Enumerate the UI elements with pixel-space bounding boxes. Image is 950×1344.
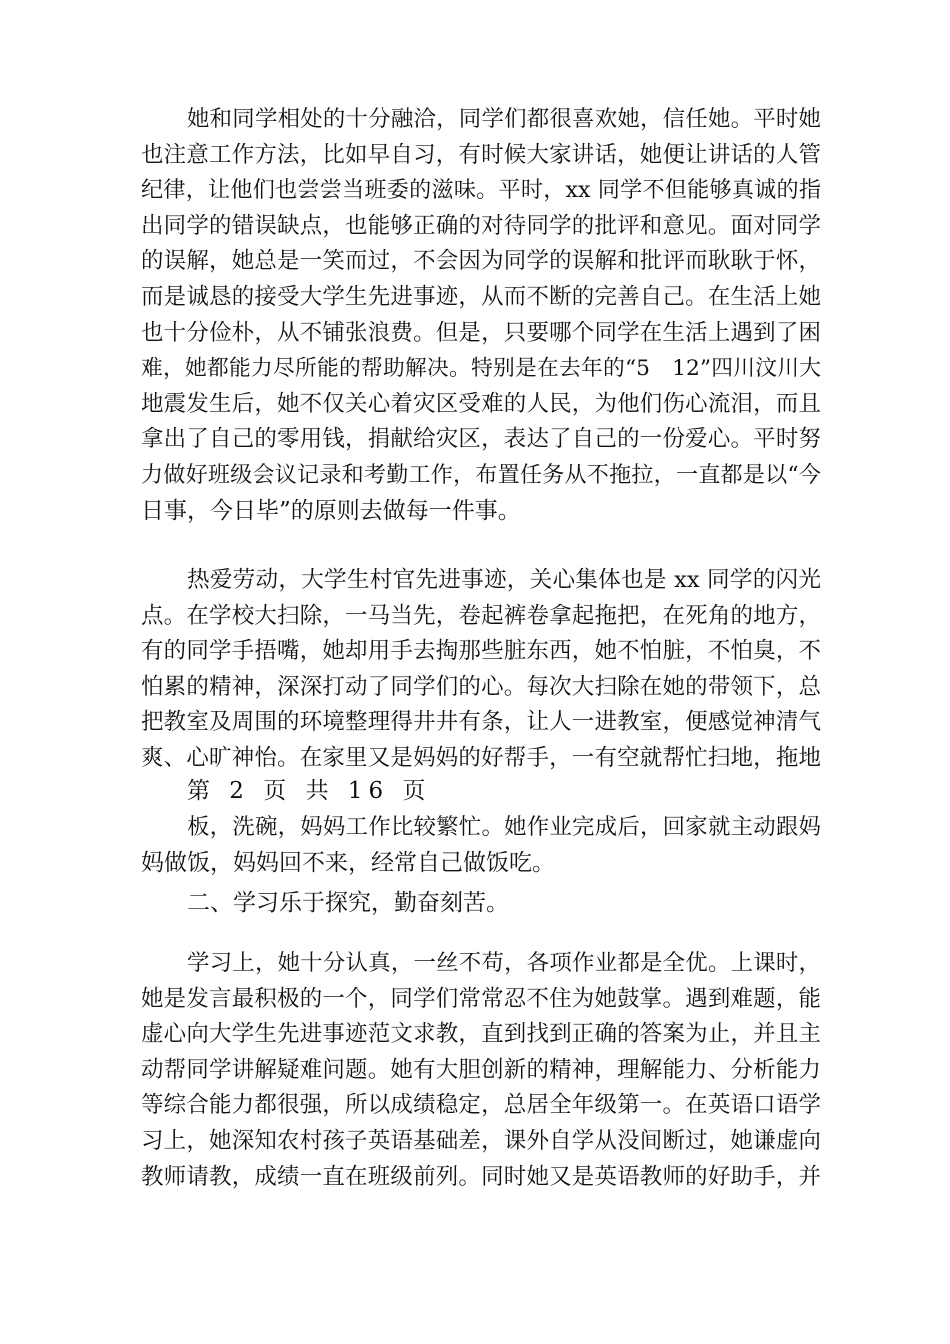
text-line: 日事，今日毕”的原则去做每一件事。 xyxy=(141,497,521,524)
text-line: 地震发生后，她不仅关心着灾区受难的人民，为他们伤心流泪，而且 xyxy=(141,390,821,417)
text-line: 也注意工作方法，比如早自习，有时候大家讲话，她便让讲话的人管 xyxy=(141,141,821,168)
text-line: 有的同学手捂嘴，她却用手去掏那些脏东西，她不怕脏，不怕臭，不 xyxy=(141,638,821,665)
paragraph-labor xyxy=(141,563,821,777)
text-line: 等综合能力都很强，所以成绩稳定，总居全年级第一。在英语口语学 xyxy=(141,1092,821,1119)
text-line: 把教室及周围的环境整理得井井有条，让人一进教室，便感觉神清气 xyxy=(141,709,821,736)
text-line: 力做好班级会议记录和考勤工作，布置任务从不拖拉，一直都是以“今 xyxy=(141,461,821,488)
text-line: 出同学的错误缺点，也能够正确的对待同学的批评和意见。面对同学 xyxy=(141,212,821,239)
text-line: 热爱劳动，大学生村官先进事迹，关心集体也是 xx 同学的闪光 xyxy=(187,567,821,593)
text-line: 难，她都能力尽所能的帮助解决。特别是在去年的“5 12”四川汶川大 xyxy=(141,356,821,382)
paragraph-housework xyxy=(141,810,821,881)
text-line: 板，洗碗，妈妈工作比较繁忙。她作业完成后，回家就主动跟妈 xyxy=(187,814,821,840)
text-line: 而是诚恳的接受大学生先进事迹，从而不断的完善自己。在生活上她 xyxy=(141,283,821,310)
text-line: 教师请教，成绩一直在班级前列。同时她又是英语教师的好助手，并 xyxy=(141,1163,821,1190)
section-heading xyxy=(141,886,821,922)
text-line: 学习上，她十分认真，一丝不苟，各项作业都是全优。上课时， xyxy=(187,950,821,976)
paragraph-study xyxy=(141,946,821,1195)
text-line: 怕累的精神，深深打动了同学们的心。每次大扫除在她的带领下，总 xyxy=(141,673,821,700)
text-line: 妈做饭，妈妈回不来，经常自己做饭吃。 xyxy=(141,849,555,876)
paragraph-classmates xyxy=(141,102,821,529)
text-line: 她是发言最积极的一个，同学们常常忍不住为她鼓掌。遇到难题，能 xyxy=(141,985,821,1012)
page-number-footer: 第 2 页 共 16 页 xyxy=(187,778,432,804)
text-line: 纪律，让他们也尝尝当班委的滋味。平时，xx 同学不但能够真诚的指 xyxy=(141,177,821,204)
text-line: 她和同学相处的十分融洽，同学们都很喜欢她，信任她。平时她 xyxy=(187,106,821,132)
text-line: 爽、心旷神怡。在家里又是妈妈的好帮手，一有空就帮忙扫地，拖地 xyxy=(141,744,821,771)
section-heading-text: 二、学习乐于探究，勤奋刻苦。 xyxy=(187,890,509,916)
text-line: 的误解，她总是一笑而过，不会因为同学的误解和批评而耿耿于怀， xyxy=(141,248,821,275)
text-line: 虚心向大学生先进事迹范文求教，直到找到正确的答案为止，并且主 xyxy=(141,1021,821,1048)
text-line: 点。在学校大扫除，一马当先，卷起裤卷拿起拖把，在死角的地方， xyxy=(141,602,821,629)
text-line: 习上，她深知农村孩子英语基础差，课外自学从没间断过，她谦虚向 xyxy=(141,1127,821,1154)
text-line: 动帮同学讲解疑难问题。她有大胆创新的精神，理解能力、分析能力 xyxy=(141,1056,821,1083)
text-line: 拿出了自己的零用钱，捐献给灾区，表达了自己的一份爱心。平时努 xyxy=(141,426,821,453)
text-line: 也十分俭朴，从不铺张浪费。但是，只要哪个同学在生活上遇到了困 xyxy=(141,319,821,346)
